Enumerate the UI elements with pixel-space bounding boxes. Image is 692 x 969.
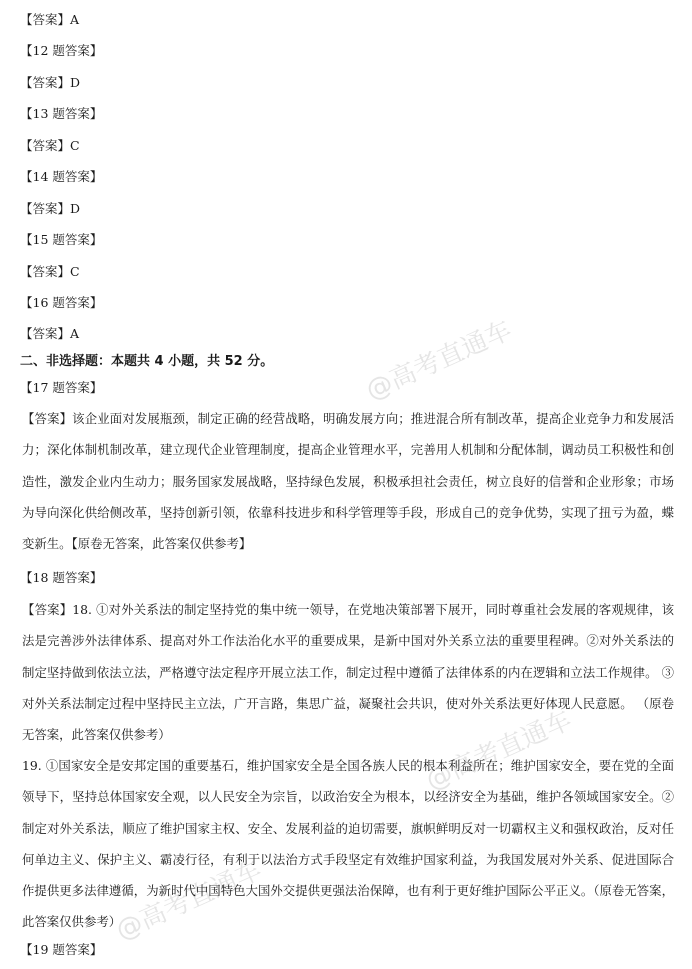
watermark: @高考直通车 <box>361 315 517 407</box>
section-heading: 二、非选择题：本题共 4 小题，共 52 分。 <box>20 354 274 369</box>
question-label: 【19 题答案】 <box>20 942 103 957</box>
watermark: @高考直通车 <box>111 855 267 947</box>
answer-paragraph-18: 【答案】18. ①对外关系法的制定坚持党的集中统一领导，在党地决策部署下展开，同时尊重社会发展的客观规律，该法是完善涉外法律体系、提高对外工作法治化水平的重要成果，是新中国对外关系立法的重要里程碑。②对外关系法的制定坚持做到依法立法，严格遵守法定程序开展立法工作，制定过程中遵循了法律体系的内在逻辑和立法工作规律。 ③对外关系法制定过程中坚持民主立法，广开言路，集思广益，凝聚社会共识，使对外关系法更好体现人民意愿。 （原卷无答案，此答案仅供参考） <box>22 602 674 743</box>
answer-line: 【答案】C <box>20 138 80 153</box>
question-label: 【18 题答案】 <box>20 570 103 585</box>
question-label: 【16 题答案】 <box>20 295 103 310</box>
answer-paragraph-17: 【答案】该企业面对发展瓶颈，制定正确的经营战略，明确发展方向；推进混合所有制改革，提高企业竞争力和发展活力；深化体制机制改革，建立现代企业管理制度，提高企业管理水平，完善用人机制和分配体制，调动员工积极性和创造性，激发企业内生动力；服务国家发展战略，坚持绿色发展，积极承担社会责任，树立良好的信誉和企业形象；市场为导向深化供给侧改革，坚持创新引领，依靠科技进步和科学管理等手段，形成自己的竞争优势，实现了扭亏为盈，蝶变新生。【原卷无答案，此答案仅供参考】 <box>22 411 674 552</box>
question-label: 【12 题答案】 <box>20 43 103 58</box>
question-label: 【13 题答案】 <box>20 106 103 121</box>
answer-line: 【答案】A <box>20 12 80 27</box>
question-label: 【17 题答案】 <box>20 380 103 395</box>
watermark: @高考直通车 <box>421 705 577 797</box>
answer-line: 【答案】C <box>20 264 80 279</box>
question-label: 【15 题答案】 <box>20 232 103 247</box>
question-label: 【14 题答案】 <box>20 169 103 184</box>
answer-line: 【答案】D <box>20 201 81 216</box>
answer-line: 【答案】D <box>20 75 81 90</box>
answer-paragraph-19: 19. ①国家安全是安邦定国的重要基石，维护国家安全是全国各族人民的根本利益所在；维护国家安全，要在党的全面领导下，坚持总体国家安全观，以人民安全为宗旨，以政治安全为根本，以经济安全为基础，维护各领域国家安全。②制定对外关系法，顺应了维护国家主权、安全、发展利益的迫切需要，旗帜鲜明反对一切霸权主义和强权政治，反对任何单边主义、保护主义、霸凌行径，有利于以法治方式手段坚定有效维护国家利益，为我国发展对外关系、促进国际合作提供更多法律遵循，为新时代中国特色大国外交提供更强法治保障，也有利于更好维护国际公平正义。（原卷无答案，此答案仅供参考） <box>22 758 674 930</box>
answer-line: 【答案】A <box>20 326 80 341</box>
